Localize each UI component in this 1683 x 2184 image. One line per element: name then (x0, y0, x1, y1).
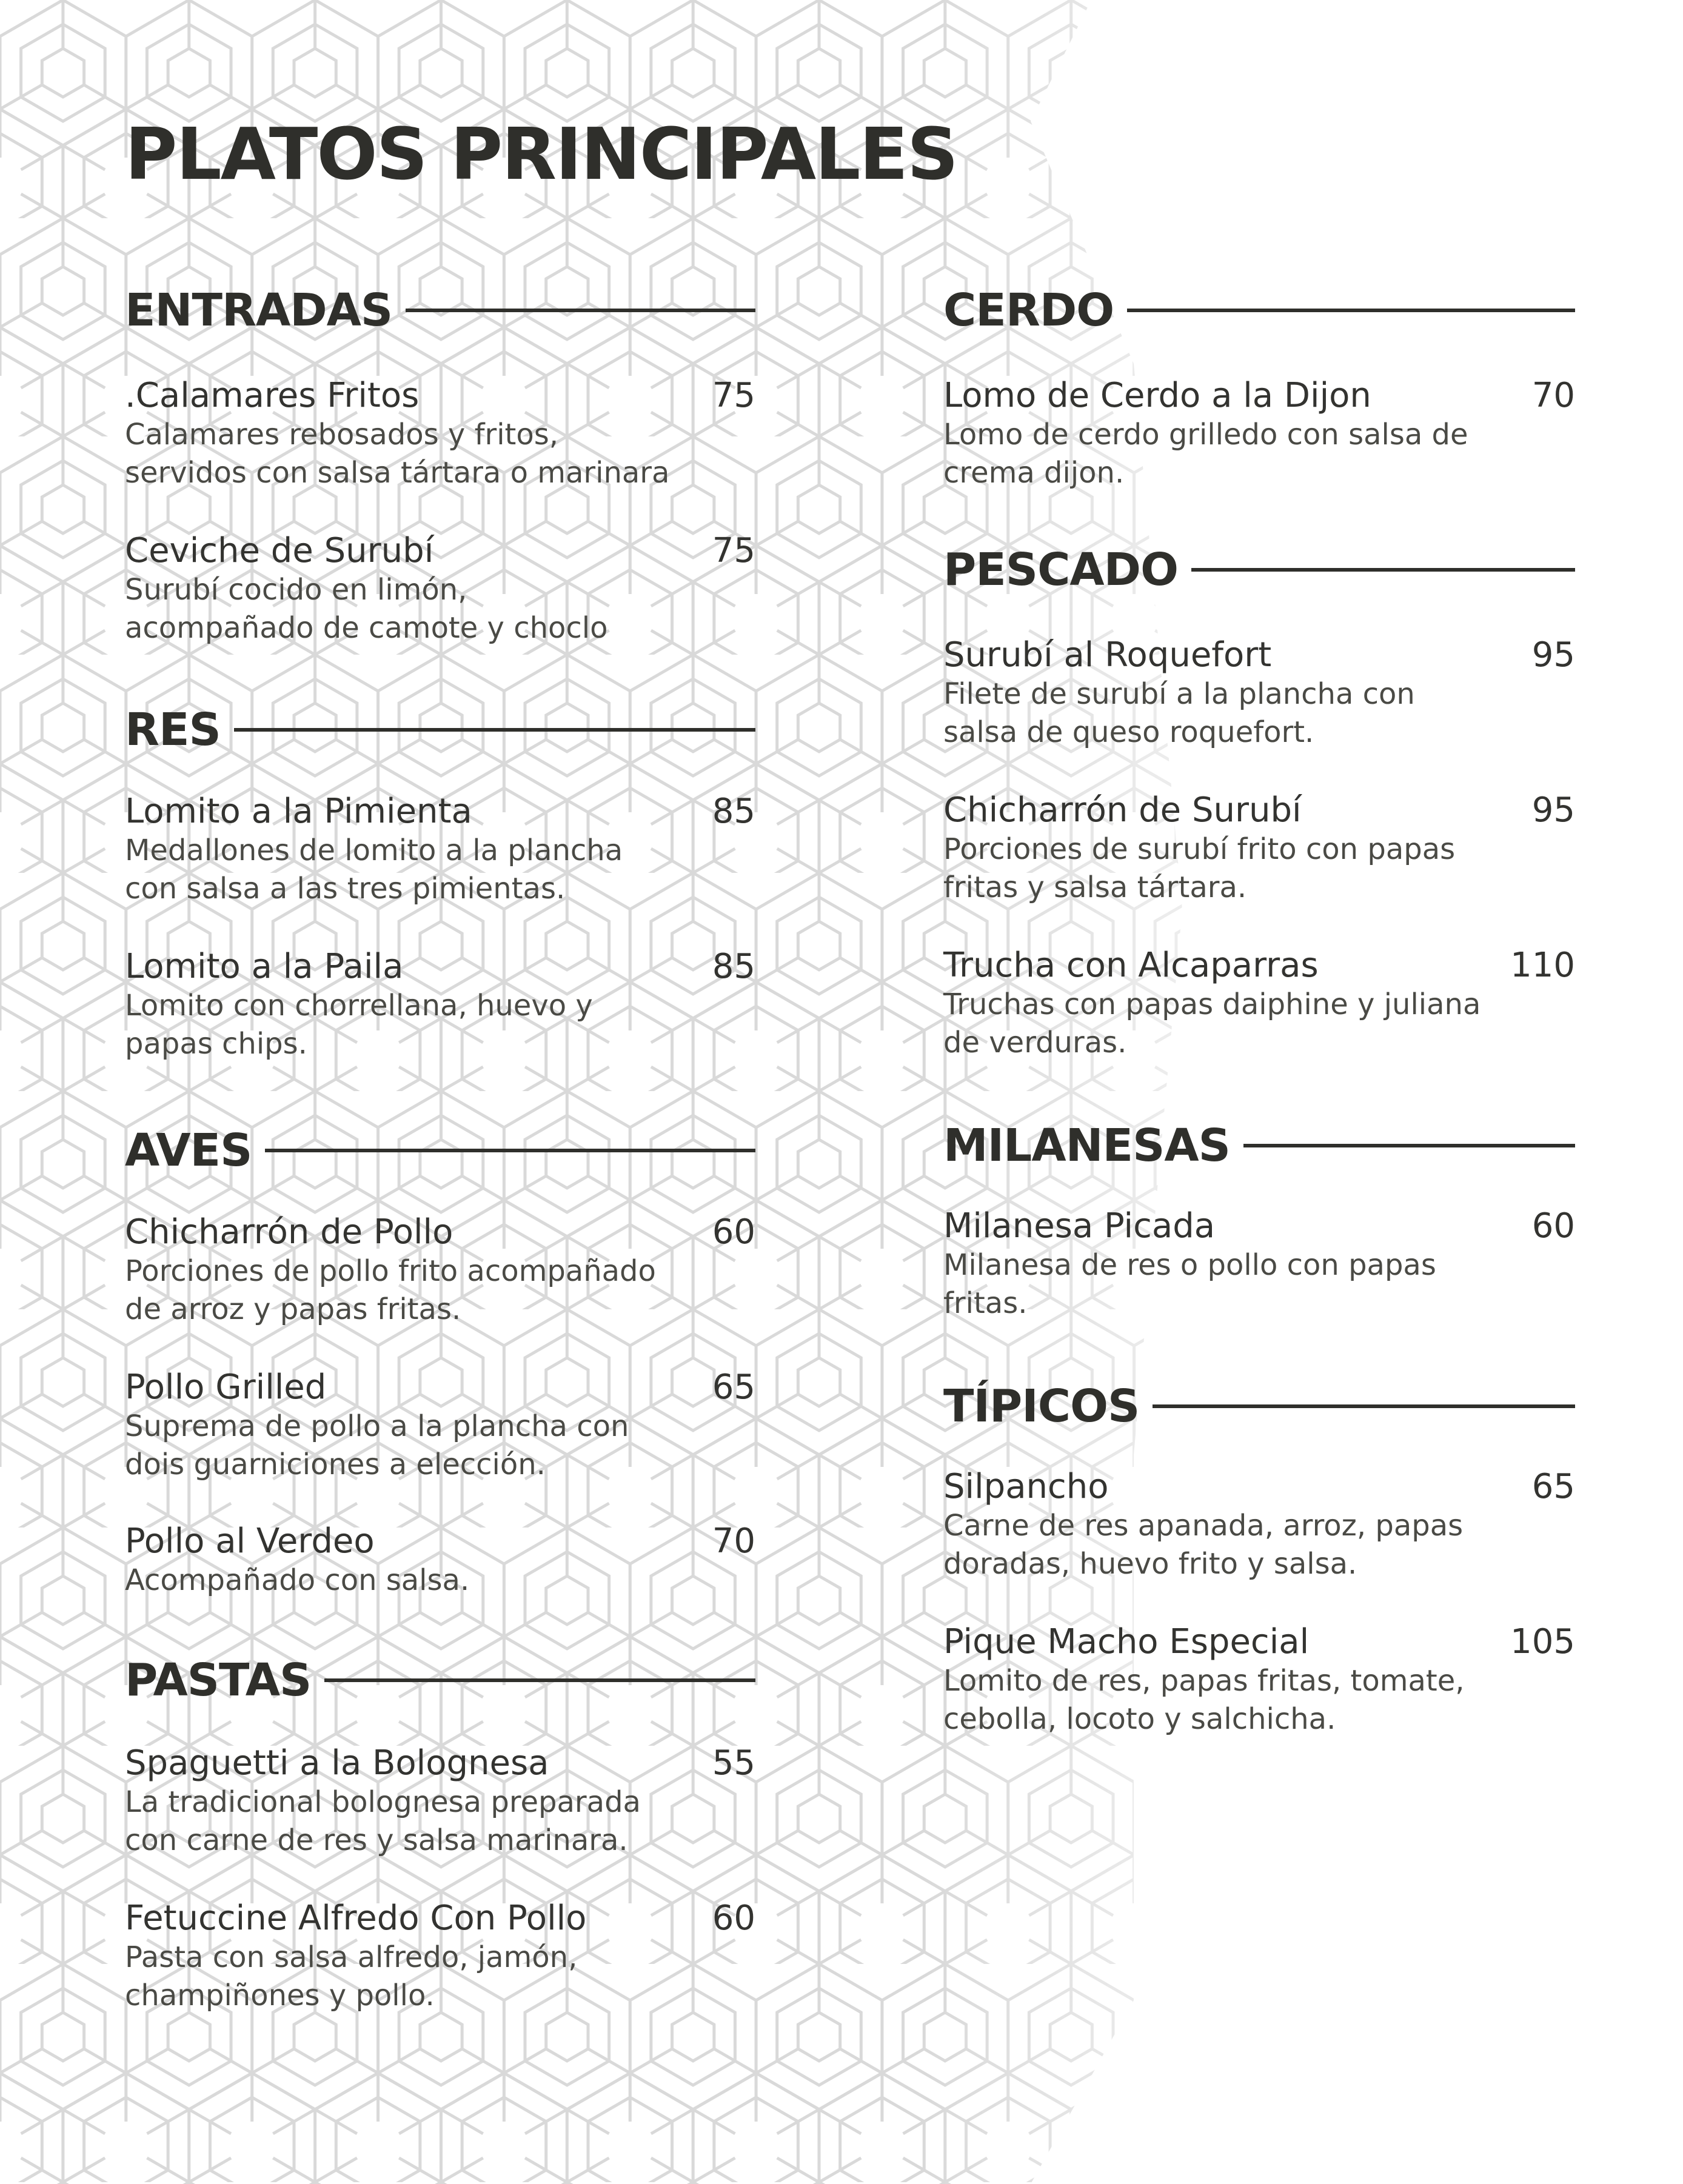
item-name: Pollo Grilled (125, 1368, 327, 1407)
item-description: Lomito con chorrellana, huevo y papas chips. (125, 989, 593, 1061)
item-price: 55 (712, 1743, 755, 1783)
item-name: Trucha con Alcaparras (943, 946, 1319, 985)
item-name: Surubí al Roquefort (943, 635, 1272, 675)
page-title: PLATOS PRINCIPALES (125, 112, 957, 196)
section-divider (324, 1678, 755, 1682)
section-title-pescado: PESCADO (943, 544, 1178, 596)
item-name: .Calamares Fritos (125, 376, 420, 415)
item-description: Surubí cocido en limón, acompañado de camote y choclo (125, 573, 608, 645)
menu-item (125, 1743, 755, 1860)
item-price: 60 (1531, 1206, 1575, 1246)
item-description: Calamares rebosados y fritos, servidos con salsa tártara o marinara (125, 418, 670, 490)
section-title-pastas: PASTAS (125, 1654, 312, 1706)
item-name: Chicharrón de Surubí (943, 790, 1302, 830)
item-description: Carne de res apanada, arroz, papas doradas, huevo frito y salsa. (943, 1509, 1464, 1581)
item-price: 70 (1531, 376, 1575, 415)
menu-item (125, 376, 755, 492)
menu-item (943, 635, 1575, 752)
menu-item (943, 1206, 1575, 1323)
item-description: Lomo de cerdo grilledo con salsa de crema dijon. (943, 418, 1468, 490)
menu-item (125, 1212, 755, 1329)
item-description: Milanesa de res o pollo con papas fritas. (943, 1248, 1436, 1320)
section-divider (1243, 1144, 1575, 1147)
item-name: Spaguetti a la Bolognesa (125, 1743, 549, 1783)
item-name: Pique Macho Especial (943, 1622, 1310, 1661)
section-title-aves: AVES (125, 1124, 252, 1177)
section-title-cerdo: CERDO (943, 284, 1114, 336)
item-name: Ceviche de Surubí (125, 531, 434, 570)
item-price: 65 (1531, 1467, 1575, 1506)
item-price: 60 (712, 1212, 755, 1252)
item-description: Lomito de res, papas fritas, tomate, cebolla, locoto y salchicha. (943, 1664, 1465, 1736)
section-header-cerdo (943, 280, 1575, 341)
item-description: Pasta con salsa alfredo, jamón, champiñones y pollo. (125, 1940, 578, 2012)
item-name: Fetuccine Alfredo Con Pollo (125, 1898, 587, 1938)
section-divider (1153, 1404, 1575, 1408)
item-name: Chicharrón de Pollo (125, 1212, 453, 1252)
item-description: Suprema de pollo a la plancha con dois guarniciones a elección. (125, 1409, 629, 1481)
item-description: La tradicional bolognesa preparada con carne de res y salsa marinara. (125, 1785, 641, 1857)
item-name: Lomito a la Pimienta (125, 792, 472, 831)
item-description: Filete de surubí a la plancha con salsa de queso roquefort. (943, 677, 1415, 749)
item-description: Medallones de lomito a la plancha con salsa a las tres pimientas. (125, 833, 623, 906)
section-divider (1191, 568, 1575, 572)
item-price: 75 (712, 531, 755, 570)
menu-item (943, 790, 1575, 907)
section-title-milanesas: MILANESAS (943, 1120, 1230, 1172)
item-name: Silpancho (943, 1467, 1109, 1506)
item-description: Porciones de surubí frito con papas fritas y salsa tártara. (943, 832, 1456, 904)
menu-item (125, 531, 755, 647)
item-price: 75 (712, 376, 755, 415)
section-header-milanesas (943, 1115, 1575, 1176)
section-header-res (125, 700, 755, 760)
section-divider (1127, 309, 1575, 312)
menu-item (125, 1898, 755, 2015)
section-title-res: RES (125, 704, 221, 756)
item-price: 95 (1531, 790, 1575, 830)
item-price: 60 (712, 1898, 755, 1938)
menu-item (125, 1521, 755, 1600)
section-header-entradas (125, 280, 755, 341)
item-name: Lomo de Cerdo a la Dijon (943, 376, 1371, 415)
section-title-tipicos: TÍPICOS (943, 1380, 1140, 1432)
section-title-entradas: ENTRADAS (125, 284, 393, 336)
section-divider (406, 309, 755, 312)
item-price: 65 (712, 1368, 755, 1407)
item-name: Lomito a la Paila (125, 947, 404, 986)
item-description: Acompañado con salsa. (125, 1563, 470, 1597)
item-price: 110 (1510, 946, 1575, 985)
item-name: Milanesa Picada (943, 1206, 1216, 1246)
section-header-pescado (943, 539, 1575, 600)
item-price: 105 (1510, 1622, 1575, 1661)
menu-item (125, 947, 755, 1063)
item-description: Truchas con papas daiphine y juliana de verduras. (943, 987, 1481, 1060)
item-description: Porciones de pollo frito acompañado de arroz y papas fritas. (125, 1254, 656, 1326)
menu-item (125, 1368, 755, 1484)
menu-item (943, 1622, 1575, 1738)
item-price: 85 (712, 792, 755, 831)
menu-item (943, 376, 1575, 492)
section-divider (265, 1149, 755, 1152)
section-divider (234, 728, 755, 732)
item-price: 95 (1531, 635, 1575, 675)
section-header-tipicos (943, 1376, 1575, 1437)
section-header-pastas (125, 1650, 755, 1711)
item-price: 85 (712, 947, 755, 986)
menu-item (943, 946, 1575, 1062)
section-header-aves (125, 1120, 755, 1181)
menu-item (125, 792, 755, 908)
item-price: 70 (712, 1521, 755, 1561)
item-name: Pollo al Verdeo (125, 1521, 375, 1561)
menu-item (943, 1467, 1575, 1583)
